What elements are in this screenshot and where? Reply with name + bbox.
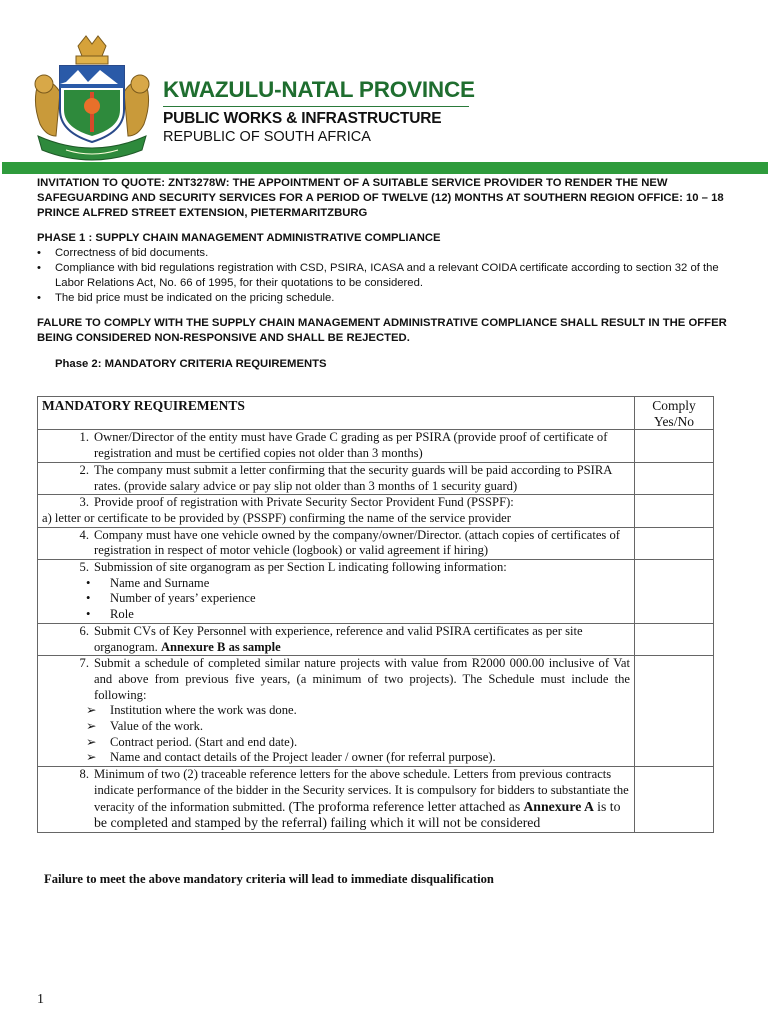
comply-cell[interactable] (635, 767, 714, 833)
phase1-heading: PHASE 1 : SUPPLY CHAIN MANAGEMENT ADMINISTRATIVE COMPLIANCE (37, 232, 441, 244)
phase1-list (37, 246, 741, 306)
requirement-cell (38, 656, 635, 767)
country-name: REPUBLIC OF SOUTH AFRICA (163, 129, 371, 145)
comply-cell[interactable] (635, 462, 714, 494)
item-text: The company must submit a letter confirming that the security guards will be paid according to PSIRA rates. (provide salary advice or pay slip not older than 3 months of 1 security guard) (94, 462, 612, 493)
sub-item: Value of the work. (110, 719, 204, 734)
item-text: Provide proof of registration with Private Security Sector Provident Fund (PSSPF): (94, 495, 514, 510)
item-number: 6. (79, 623, 89, 638)
arrow-bullet-icon: ➢ (86, 703, 97, 718)
table-row (38, 767, 714, 833)
requirement-cell (38, 767, 635, 833)
table-row (38, 527, 714, 559)
comply-header-line1: Comply (652, 398, 696, 413)
item-text: Submit CVs of Key Personnel with experience, reference and valid PSIRA certificates as per site organogram. (94, 623, 583, 654)
sub-item: Name and contact details of the Project leader / owner (for referral purpose). (110, 750, 496, 765)
comply-cell[interactable] (635, 623, 714, 655)
comply-cell[interactable] (635, 527, 714, 559)
table-row (38, 430, 714, 462)
department-name: PUBLIC WORKS & INFRASTRUCTURE (163, 110, 442, 127)
item-number: 7. (79, 656, 89, 671)
phase1-item: • Correctness of bid documents. (55, 246, 741, 261)
item-text-wrap (94, 624, 630, 655)
item-number: 2. (79, 462, 89, 477)
bullet-icon: • (86, 575, 91, 590)
item-subtext: a) letter or certificate to be provided by (PSSPF) confirming the name of the service provider (42, 510, 511, 525)
table-row (38, 462, 714, 494)
item-number: 3. (79, 495, 89, 510)
phase1-item: • Compliance with bid regulations registration with CSD, PSIRA, ICASA and a relevant COIDA certificate according to section 32 of the Labor Relations Act, No. 66 of 1995, for their quotations to be considered. (55, 261, 741, 291)
requirements-column-header: MANDATORY REQUIREMENTS (38, 397, 635, 430)
item-text: Owner/Director of the entity must have Grade C grading as per PSIRA (provide proof of certificate of registration and must be certified copies not older than 3 months) (94, 430, 608, 461)
table-header-row (38, 397, 714, 430)
phase1-item: • The bid price must be indicated on the pricing schedule. (55, 291, 741, 306)
requirement-cell (38, 462, 635, 494)
arrow-bullet-icon: ➢ (86, 719, 97, 734)
item-number: 5. (79, 560, 89, 575)
annexure-a-label: Annexure A (523, 798, 594, 814)
comply-cell[interactable] (635, 560, 714, 624)
item-number: 8. (79, 767, 89, 782)
sub-item: Role (110, 607, 134, 622)
organisation-name: KWAZULU-NATAL PROVINCE (163, 77, 475, 102)
bullet-icon: • (86, 591, 91, 606)
page-number: 1 (37, 992, 44, 1007)
sub-item: Number of years’ experience (110, 591, 256, 606)
comply-header-line2: Yes/No (654, 413, 694, 429)
requirement-cell (38, 623, 635, 655)
item-text-wrap (94, 767, 630, 832)
arrow-bullet-icon: ➢ (86, 750, 97, 765)
requirement-cell (38, 430, 635, 462)
sub-item: Contract period. (Start and end date). (110, 734, 298, 749)
annexure-b-label: Annexure B as sample (160, 639, 281, 654)
comply-column-header (635, 397, 714, 430)
mandatory-requirements-table (37, 396, 714, 833)
item-text: Minimum of two (2) traceable reference letters for the above schedule. Letters from previous contracts indicate performance of the bidder in the Security services. It is compulsory for bidders to substantiate the veracity of the information submitted. (94, 767, 629, 814)
item-text: Submission of site organogram as per Section L indicating following information: (94, 560, 507, 575)
phase2-heading: Phase 2: MANDATORY CRITERIA REQUIREMENTS (55, 358, 327, 370)
item-number: 1. (79, 430, 89, 445)
arrow-bullet-icon: ➢ (86, 734, 97, 749)
item-text-large: is to be completed and stamped by the referral) failing which it will not be considered (94, 798, 621, 831)
sub-item: Institution where the work was done. (110, 703, 297, 718)
table-row (38, 560, 714, 624)
coat-of-arms-logo (30, 32, 154, 162)
table-row (38, 623, 714, 655)
item-text: Submit a schedule of completed similar nature projects with value from R2000 000.00 inclusive of Vat and above from previous five years, (a minimum of two projects). The Schedule must include the following: (94, 656, 630, 702)
item-text-large: (The proforma reference letter attached as (288, 798, 521, 814)
requirement-cell (38, 560, 635, 624)
item-text: Company must have one vehicle owned by the company/owner/Director. (attach copies of certificates of registration in respect of motor vehicle (logbook) or valid agreement if hiring) (94, 527, 620, 558)
requirement-cell (38, 495, 635, 527)
header-green-bar (2, 162, 768, 174)
comply-cell[interactable] (635, 495, 714, 527)
document-body (37, 174, 741, 372)
comply-cell[interactable] (635, 430, 714, 462)
sub-item: Name and Surname (110, 575, 210, 590)
item-number: 4. (79, 527, 89, 542)
requirement-cell (38, 527, 635, 559)
comply-cell[interactable] (635, 656, 714, 767)
failure-notice: FALURE TO COMPLY WITH THE SUPPLY CHAIN MANAGEMENT ADMINISTRATIVE COMPLIANCE SHALL RESULT IN THE OFFER BEING CONSIDERED NON-RESPONSIVE AND SHALL BE REJECTED. (37, 317, 727, 344)
header-rule (163, 106, 469, 107)
table-row (38, 495, 714, 527)
disqualification-notice: Failure to meet the above mandatory criteria will lead to immediate disqualification (44, 872, 494, 886)
document-title: INVITATION TO QUOTE: ZNT3278W: THE APPOINTMENT OF A SUITABLE SERVICE PROVIDER TO RENDER THE NEW SAFEGUARDING AND SECURITY SERVICES FOR A PERIOD OF TWELVE (12) MONTHS AT SOUTHERN REGION OFFICE: 10 – 18 PRINCE ALFRED STREET EXTENSION, PIETERMARITZBURG (37, 177, 724, 219)
table-row (38, 656, 714, 767)
bullet-icon: • (86, 607, 91, 622)
